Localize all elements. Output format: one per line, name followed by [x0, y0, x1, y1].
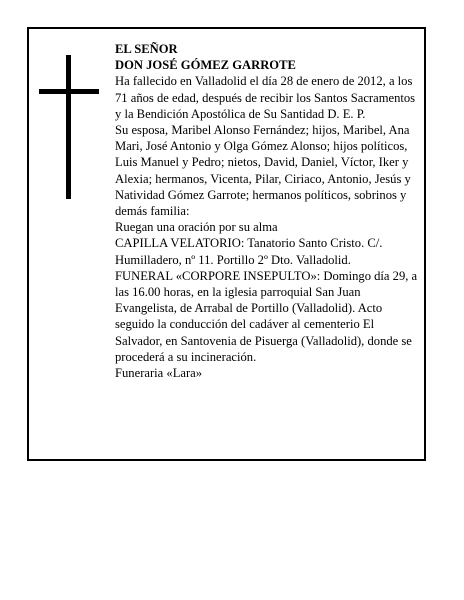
deceased-name: DON JOSÉ GÓMEZ GARROTE — [115, 58, 296, 73]
family-paragraph: Su esposa, Maribel Alonso Fernández; hijos, Maribel, Ana Mari, José Antonio y Olga Gómez Alonso; hijos políticos, Luis Manuel y Pedro; nietos, David, Daniel, Víctor, Iker y Alexia; hermanos, Vicenta, Pilar, Ciriaco, Antonio, Jesús y Natividad Gómez Garrote; hermanos políticos, sobrinos y demás familia: — [115, 123, 411, 219]
chapel-paragraph: CAPILLA VELATORIO: Tanatorio Santo Cristo. C/. Humilladero, nº 11. Portillo 2º Dto. Valladolid. — [115, 236, 383, 267]
funeral-paragraph: FUNERAL «CORPORE INSEPULTO»: Domingo día 29, a las 16.00 horas, en la iglesia parroquial San Juan Evangelista, de Arrabal de Portillo (Valladolid). Acto seguido la conducción del cadáver al cementerio El Salvador, en Santovenia de Pisuerga (Valladolid), donde se procederá a su incineración. — [115, 268, 418, 364]
cross-vertical-bar — [66, 55, 71, 199]
obituary-text — [115, 41, 421, 381]
obituary-notice — [27, 27, 426, 461]
heading-title: EL SEÑOR — [115, 42, 178, 56]
cross-horizontal-bar — [39, 89, 99, 94]
death-paragraph: Ha fallecido en Valladolid el día 28 de enero de 2012, a los 71 años de edad, después de recibir los Santos Sacramentos y la Bendición Apostólica de Su Santidad D. E. P. — [115, 74, 416, 121]
cross-icon — [39, 55, 99, 199]
funeral-home: Funeraria «Lara» — [115, 366, 203, 381]
prayer-request: Ruegan una oración por su alma — [115, 220, 278, 235]
